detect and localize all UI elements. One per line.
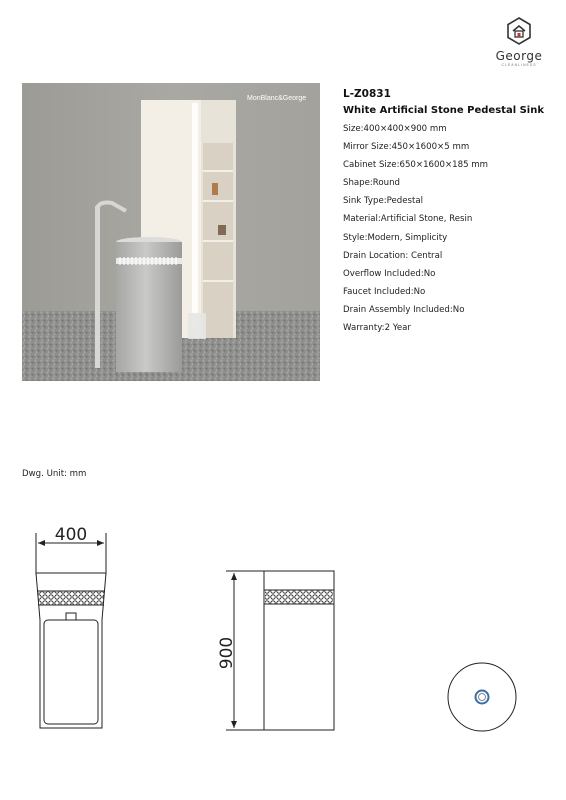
technical-drawing [0, 510, 566, 760]
spec-item: Cabinet Size:650×1600×185 mm [343, 160, 489, 171]
front-view [36, 533, 106, 728]
spec-item: Style:Modern, Simplicity [343, 232, 448, 243]
top-view [448, 663, 516, 731]
product-specs [343, 86, 558, 337]
spec-item: Drain Location: Central [343, 250, 443, 261]
house-hexagon-icon [504, 16, 534, 46]
spec-item: Sink Type:Pedestal [343, 196, 424, 207]
drawing-unit-label: Dwg. Unit: mm [22, 469, 87, 479]
spec-list [343, 120, 558, 337]
logo-wordmark: George [495, 49, 543, 63]
height-dimension-label: 900 [217, 636, 237, 670]
spec-item: Mirror Size:450×1600×5 mm [343, 142, 470, 153]
spec-item: Faucet Included:No [343, 286, 426, 297]
spec-item: Drain Assembly Included:No [343, 304, 465, 315]
spec-item: Size:400×400×900 mm [343, 124, 447, 134]
width-dimension-label: 400 [54, 525, 88, 545]
brand-logo [488, 16, 550, 67]
logo-tagline: CLEANLINESS [501, 63, 537, 67]
product-photo [22, 83, 320, 381]
spec-item: Shape:Round [343, 178, 400, 189]
product-title: White Artificial Stone Pedestal Sink [343, 105, 545, 116]
model-number: L-Z0831 [343, 88, 391, 100]
spec-item: Overflow Included:No [343, 268, 436, 279]
side-view [226, 571, 334, 730]
spec-item: Material:Artificial Stone, Resin [343, 214, 473, 225]
photo-brand-watermark: MonBlanc&George [247, 95, 307, 102]
spec-item: Warranty:2 Year [343, 323, 411, 334]
